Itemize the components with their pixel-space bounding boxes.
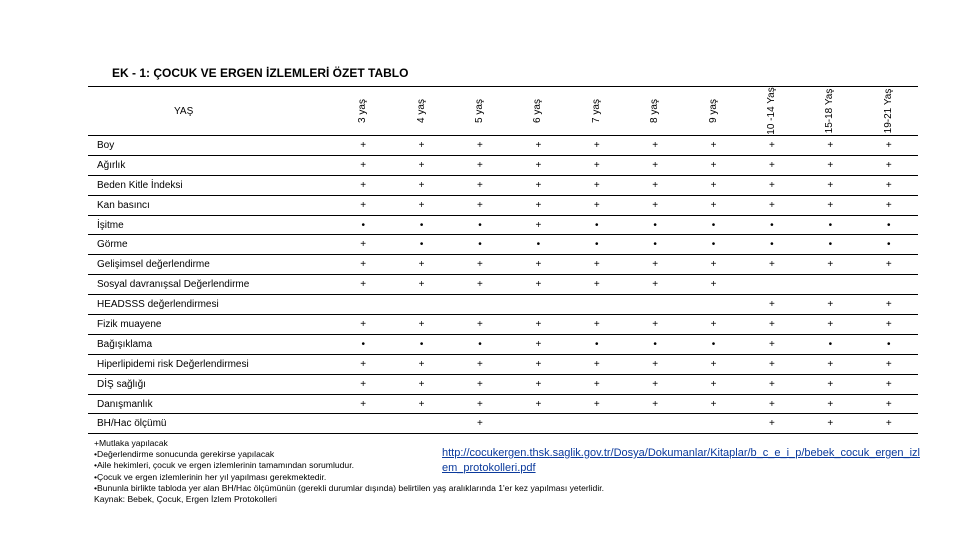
table-cell: • [801,235,859,255]
age-column-header: 10 -14 Yaş [743,87,801,136]
table-cell [626,414,684,434]
table-cell: + [801,175,859,195]
age-column-header: 4 yaş [392,87,450,136]
table-cell: + [568,155,626,175]
table-cell: + [509,374,567,394]
table-cell: + [684,394,742,414]
table-cell: + [392,374,450,394]
table-row [88,315,918,335]
table-row [88,334,918,354]
table-cell: + [509,136,567,156]
table-cell: + [743,136,801,156]
table-cell: • [451,334,509,354]
table-cell: + [626,255,684,275]
table-cell: + [509,155,567,175]
table-cell: • [860,215,918,235]
table-cell: + [451,394,509,414]
table-row [88,195,918,215]
table-cell [568,414,626,434]
summary-table [88,86,918,434]
table-cell: + [509,394,567,414]
table-cell: + [451,374,509,394]
table-cell: + [684,315,742,335]
table-cell [334,295,392,315]
table-row [88,255,918,275]
table-cell: + [392,175,450,195]
table-cell: • [334,215,392,235]
table-cell: + [860,374,918,394]
table-cell: + [334,155,392,175]
table-cell: + [509,354,567,374]
table-cell: + [392,275,450,295]
table-cell: + [568,394,626,414]
table-row [88,354,918,374]
table-cell: + [743,195,801,215]
row-label: Danışmanlık [88,394,334,414]
table-cell: + [684,175,742,195]
table-cell [451,295,509,315]
table-cell: + [626,275,684,295]
table-cell: • [860,235,918,255]
table-cell: + [392,195,450,215]
row-label: Fizik muayene [88,315,334,335]
protocol-link[interactable]: http://cocukergen.thsk.saglik.gov.tr/Dosya/Dokumanlar/Kitaplar/b_c_e_i_p/bebek_cocuk_ergen_izlem_protokolleri.pdf [442,447,920,474]
table-cell: + [801,394,859,414]
table-cell: • [568,235,626,255]
table-row [88,295,918,315]
row-label: Sosyal davranışsal Değerlendirme [88,275,334,295]
source-line: Kaynak: Bebek, Çocuk, Ergen İzlem Protokolleri [94,494,277,505]
table-cell: + [860,295,918,315]
table-cell: + [626,175,684,195]
table-cell: • [451,235,509,255]
table-cell: + [860,175,918,195]
table-cell: + [392,155,450,175]
table-cell: + [451,315,509,335]
row-label: Boy [88,136,334,156]
table-cell: + [334,275,392,295]
table-cell: + [568,136,626,156]
table-row [88,374,918,394]
table-cell: + [860,155,918,175]
table-cell: + [451,414,509,434]
table-cell: + [684,195,742,215]
table-cell: • [626,235,684,255]
age-column-header: 3 yaş [334,87,392,136]
table-cell: • [801,215,859,235]
table-cell: + [684,136,742,156]
table-cell: + [860,255,918,275]
table-cell: + [743,334,801,354]
table-cell: + [568,195,626,215]
age-header: YAŞ [88,87,334,136]
table-cell: + [392,315,450,335]
table-cell: + [334,235,392,255]
row-label: DİŞ sağlığı [88,374,334,394]
table-cell: + [801,295,859,315]
table-cell: + [801,155,859,175]
table-cell: + [392,136,450,156]
table-cell: + [451,275,509,295]
table-row [88,394,918,414]
table-cell: + [684,374,742,394]
table-row [88,414,918,434]
table-cell: + [860,136,918,156]
table-cell: + [626,195,684,215]
table-cell [392,414,450,434]
table-cell: + [860,414,918,434]
table-cell [568,295,626,315]
table-cell: + [743,175,801,195]
row-label: Gelişimsel değerlendirme [88,255,334,275]
table-cell: + [509,175,567,195]
table-row [88,136,918,156]
table-cell: • [684,215,742,235]
table-cell [743,275,801,295]
table-cell [509,414,567,434]
table-cell: + [801,315,859,335]
age-column-header: 19-21 Yaş [860,87,918,136]
table-cell: + [860,354,918,374]
table-cell: + [743,414,801,434]
table-cell: + [626,354,684,374]
table-cell: + [626,155,684,175]
note-line: +Mutlaka yapılacak [94,438,168,448]
table-cell: + [509,275,567,295]
table-cell [801,275,859,295]
table-cell: • [392,235,450,255]
table-cell: + [334,315,392,335]
row-label: Bağışıklama [88,334,334,354]
table-cell: + [684,255,742,275]
table-cell: + [626,315,684,335]
table-cell: + [334,255,392,275]
table-cell: • [392,334,450,354]
age-column-header: 15-18 Yaş [801,87,859,136]
table-cell: • [568,334,626,354]
table-cell: + [334,195,392,215]
age-column-header: 8 yaş [626,87,684,136]
row-label: Ağırlık [88,155,334,175]
table-cell: + [626,394,684,414]
table-cell [509,295,567,315]
row-label: Kan basıncı [88,195,334,215]
note-line: •Değerlendirme sonucunda gerekirse yapılacak [94,449,275,460]
table-row [88,275,918,295]
table-cell: + [334,394,392,414]
table-cell: + [334,175,392,195]
row-label: Hiperlipidemi risk Değerlendirmesi [88,354,334,374]
table-cell: + [568,275,626,295]
table-cell: • [684,334,742,354]
age-column-header: 9 yaş [684,87,742,136]
table-cell: • [568,215,626,235]
table-cell: + [743,354,801,374]
table-cell: + [684,354,742,374]
row-label: Görme [88,235,334,255]
table-cell: + [509,334,567,354]
table-cell: + [860,315,918,335]
table-cell: + [743,295,801,315]
table-header-row [88,87,918,136]
note-line: •Bununla birlikte tabloda yer alan BH/Hac ölçümünün (gerekli durumlar dışında) belirtilen yaş aralıklarında 1'er kez yapılması yeterlidir. [94,482,605,493]
table-cell: + [801,136,859,156]
table-cell: + [743,255,801,275]
table-cell: + [743,394,801,414]
table-cell: + [860,394,918,414]
table-row [88,235,918,255]
table-cell: + [509,255,567,275]
table-cell: + [743,374,801,394]
table-cell: + [568,315,626,335]
table-cell: + [568,354,626,374]
table-cell [684,295,742,315]
table-cell: • [743,235,801,255]
table-cell: • [626,215,684,235]
table-cell: + [509,215,567,235]
table-cell: + [568,175,626,195]
table-cell: + [451,195,509,215]
table-cell: + [451,354,509,374]
table-cell: • [626,334,684,354]
table-cell: + [801,354,859,374]
table-cell: • [451,215,509,235]
note-line: •Çocuk ve ergen izlemlerinin her yıl yapılması gerekmektedir. [94,471,327,482]
table-cell: + [509,315,567,335]
table-cell: + [860,195,918,215]
table-cell [626,295,684,315]
table-cell: + [451,155,509,175]
table-cell: + [684,155,742,175]
table-cell: + [392,255,450,275]
table-cell: + [801,255,859,275]
table-cell: + [743,155,801,175]
table-cell: + [684,275,742,295]
table-cell: • [509,235,567,255]
table-cell [392,295,450,315]
table-cell: + [334,136,392,156]
table-cell: + [451,136,509,156]
table-row [88,215,918,235]
table-cell: • [860,334,918,354]
table-cell: • [334,334,392,354]
row-label: Beden Kitle İndeksi [88,175,334,195]
table-cell: + [801,195,859,215]
table-row [88,155,918,175]
table-cell: + [334,374,392,394]
table-cell: + [801,374,859,394]
table-cell [684,414,742,434]
row-label: HEADSSS değerlendirmesi [88,295,334,315]
table-body [88,136,918,434]
table-cell: + [801,414,859,434]
table-cell: + [392,354,450,374]
table-cell: + [743,315,801,335]
table-cell: • [684,235,742,255]
row-label: BH/Hac ölçümü [88,414,334,434]
table-cell: • [743,215,801,235]
table-cell [334,414,392,434]
table-cell: + [568,374,626,394]
table-row [88,175,918,195]
table-cell: + [509,195,567,215]
table-cell: + [626,374,684,394]
age-column-header: 5 yaş [451,87,509,136]
table-cell: + [334,354,392,374]
table-cell: • [801,334,859,354]
row-label: İşitme [88,215,334,235]
table-cell [860,275,918,295]
age-column-header: 6 yaş [509,87,567,136]
page-title: EK - 1: ÇOCUK VE ERGEN İZLEMLERİ ÖZET TABLO [112,66,409,80]
table-cell: + [451,255,509,275]
table-cell: • [392,215,450,235]
table-cell: + [451,175,509,195]
table-cell: + [392,394,450,414]
table-cell: + [568,255,626,275]
table-cell: + [626,136,684,156]
age-column-header: 7 yaş [568,87,626,136]
note-line: •Aile hekimleri, çocuk ve ergen izlemlerinin tamamından sorumludur. [94,460,354,471]
